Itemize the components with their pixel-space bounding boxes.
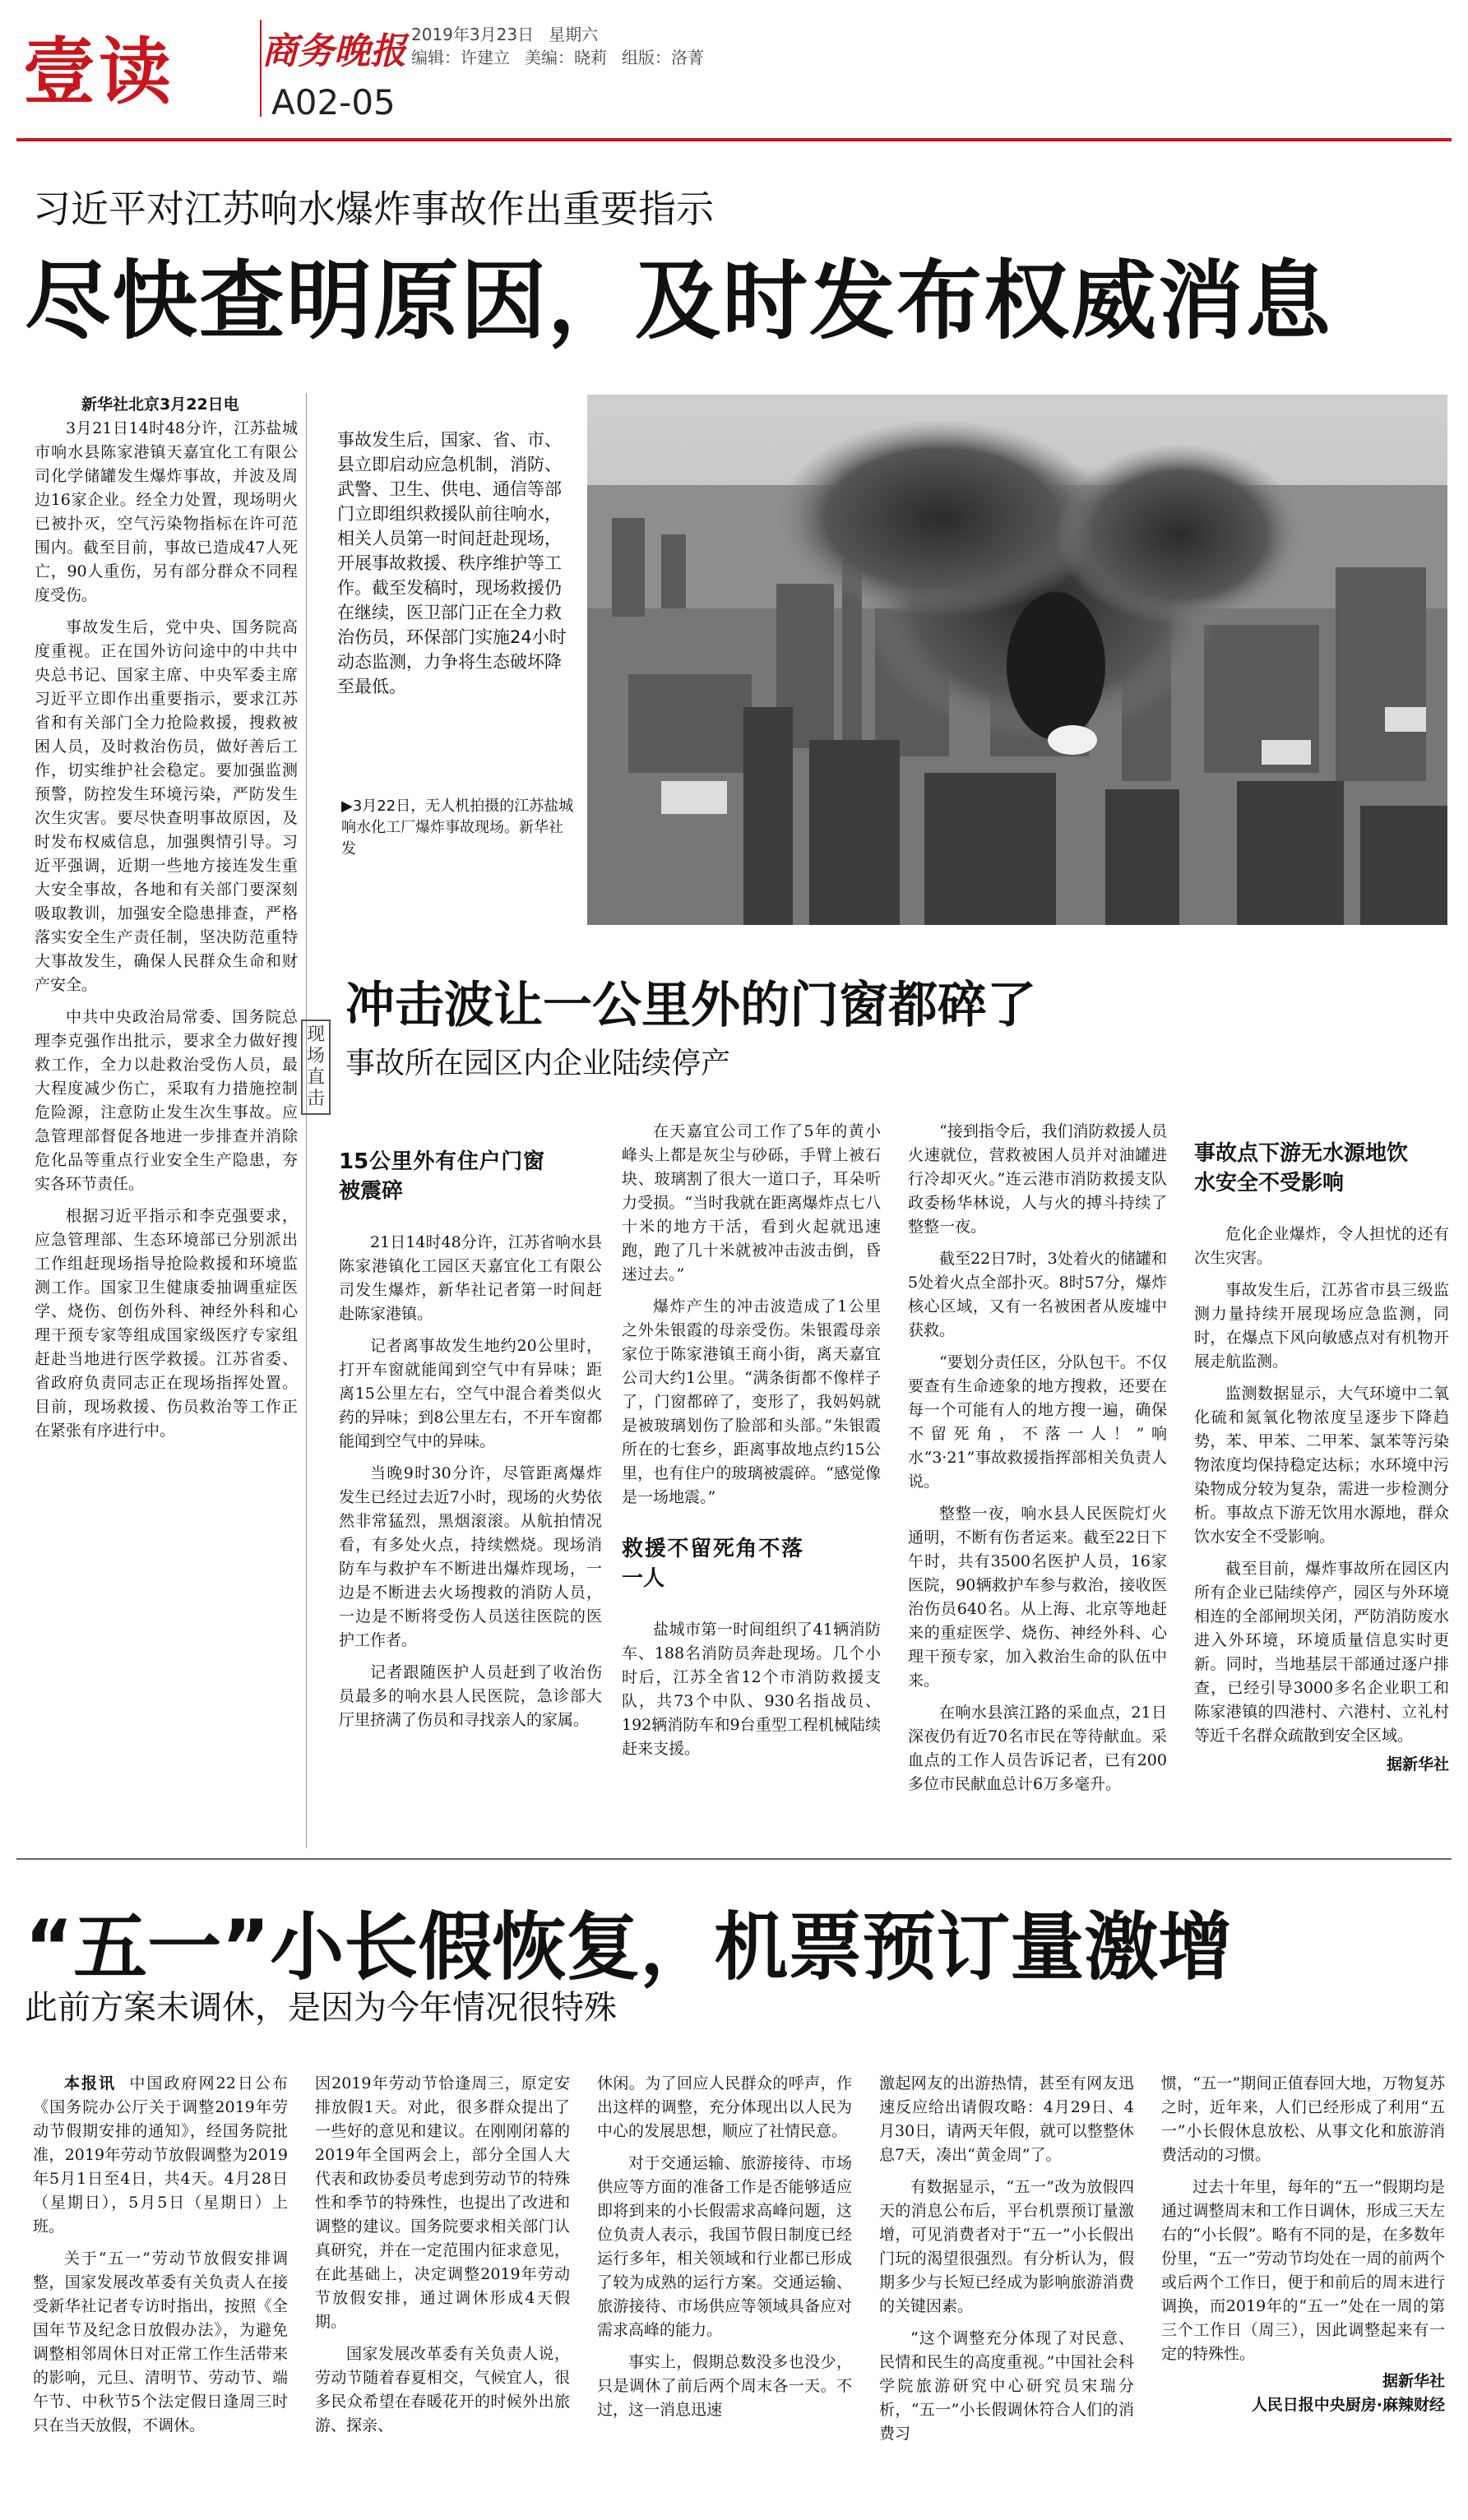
masthead-weekday: 星期六 [549, 25, 599, 44]
story2-col4 [1194, 1139, 1449, 1777]
story1-dateline: 新华社北京3月22日电 [81, 395, 239, 414]
story3-subhead: 此前方案未调休，是因为今年情况很特殊 [25, 1989, 617, 2027]
story3-para: “这个调整充分体现了对民意、民情和民生的高度重视。”中国社会科学院旅游研究中心研究员宋瑞分析，“五一”小长假调休符合人们的消费习 [879, 2329, 1134, 2443]
story1-para: 3月21日14时48分许，江苏盐城市响水县陈家港镇天嘉宜化工有限公司化学储罐发生爆炸事故，并波及周边16家企业。经全力处置，现场明火已被扑灭，空气污染物指标在许可范围内。截至目前，事故已造成47人死亡，90人重伤，另有部分群众不同程度受伤。 [35, 419, 298, 604]
story1-kicker: 习近平对江苏响水爆炸事故作出重要指示 [33, 187, 714, 231]
masthead-brand: 商务晚报 [262, 30, 406, 72]
story2-para: 记者离事故发生地约20公里时，打开车窗就能闻到空气中有异味；距离15公里左右，空气中混合着类似火药的异味；到8公里左右，不开车窗都能闻到空气中的异味。 [339, 1337, 602, 1450]
section-label: 现场直击 [301, 1020, 331, 1115]
section-rule [16, 1858, 1452, 1860]
story2-para: 在天嘉宜公司工作了5年的黄小峰头上都是灰尘与砂砾，手臂上被石块、玻璃割了很大一道口子，耳朵听力受损。“当时我就在距离爆炸点七八十米的地方干活，看到火起就迅速跑，跑了几十米就被冲击波击倒，昏迷过去。” [622, 1122, 881, 1283]
story2-subhead: 事故所在园区内企业陆续停产 [345, 1047, 731, 1080]
story2-para: 记者跟随医护人员赶到了收治伤员最多的响水县人民医院，急诊部大厅里挤满了伤员和寻找亲人的家属。 [339, 1663, 602, 1729]
story3-col2 [315, 2072, 570, 2438]
story2-para: 截至22日7时，3处着火的储罐和5处着火点全部扑灭。8时57分，爆炸核心区域，又有一名被困者从废墟中获救。 [908, 1250, 1167, 1339]
masthead-designer: 美编：晓莉 [525, 48, 607, 67]
column-separator [306, 393, 307, 1848]
photo-credit: ▶3月22日，无人机拍摄的江苏盐城响水化工厂爆炸事故现场。新华社发 [341, 798, 574, 858]
story1-para: 根据习近平指示和李克强要求，应急管理部、生态环境部已分别派出工作组赶现场指导抢险救援和环境监测工作。国家卫生健康委抽调重症医学、烧伤、创伤外科、神经外科和心理干预专家等组成国家级医疗专家组赶赴当地进行医学救援。江苏省委、省政府负责同志正在现场指挥处置。目前，现场救援、伤员救治等工作正在紧张有序进行中。 [35, 1207, 298, 1440]
story2-col1 [339, 1147, 602, 1732]
story2-col1-title: 15公里外有住户门窗被震碎 [339, 1149, 544, 1204]
story3-para: 中国政府网22日公布《国务院办公厅关于调整2019年劳动节假期安排的通知》，经国务院批准，2019年劳动节放假调整为2019年5月1日至4日，共4天。4月28日（星期日），5月5日（星期日）上班。 [33, 2074, 288, 2236]
story2-para: 监测数据显示，大气环境中二氧化硫和氮氧化物浓度呈逐步下降趋势，苯、甲苯、二甲苯、氯苯等污染物浓度均保持稳定达标；水环境中污染物成分较为复杂，需进一步检测分析。事故点下游无饮用水源地，群众饮水安全不受影响。 [1194, 1385, 1449, 1546]
masthead-info [411, 23, 719, 69]
story2-para: 截至目前，爆炸事故所在园区内所有企业已陆续停产，园区与外环境相连的全部闸坝关闭，严防消防废水进入外环境，环境质量信息实时更新。同时，当地基层干部通过逐户排查，已经引导3000多名企业职工和陈家港镇的四港村、六港村、立礼村等近千名群众疏散到安全区域。 [1194, 1560, 1449, 1745]
story1-para: 中共中央政治局常委、国务院总理李克强作出批示，要求全力做好搜救工作，全力以赴救治受伤人员，最大程度减少伤亡，采取有力措施控制危险源，注意防止发生次生事故。应急管理部督促各地进一步排查并消除危化品等重点行业安全生产隐患，夯实各环节责任。 [35, 1008, 298, 1193]
story2-col2 [622, 1120, 881, 1761]
story3-para: 激起网友的出游热情，甚至有网友迅速反应给出请假攻略：4月29日、4月30日，请两天年假，就可以整整休息7天，凑出“黄金周”了。 [879, 2074, 1134, 2164]
story3-para: 休闲。为了回应人民群众的呼声，作出这样的调整，充分体现出以人民为中心的发展思想，顺应了社情民意。 [597, 2074, 852, 2140]
story2-para: 盐城市第一时间组织了41辆消防车、188名消防员奔赴现场。几个小时后，江苏全省12个市消防救援支队，共73个中队、930名指战员、192辆消防车和9台重型工程机械陆续赶来支援。 [622, 1621, 881, 1758]
story3-source2: 人民日报中央厨房·麻辣财经 [1251, 2396, 1445, 2414]
story2-para: 爆炸产生的冲击波造成了1公里之外朱银霞的母亲受伤。朱银霞母亲家位于陈家港镇王商小街，离天嘉宜公司大约1公里。“满条街都不像样子了，门窗都碎了，变形了，我妈妈就是被玻璃划伤了脸部和头部。”朱银霞所在的七套乡，距离事故地点约15公里，也有住户的玻璃被震碎。“感觉像是一场地震。” [622, 1297, 881, 1506]
story2-col3 [908, 1120, 1167, 1796]
story2-para: “要划分责任区，分队包干。不仅要查有生命迹象的地方搜救，还要在每一个可能有人的地方搜一遍，确保不留死角，不落一人！”响水“3·21”事故救援指挥部相关负责人说。 [908, 1353, 1167, 1491]
story3-col5 [1161, 2072, 1445, 2417]
masthead-logo: 壹读 [23, 30, 175, 114]
story2-col4-title: 事故点下游无水源地饮水安全不受影响 [1194, 1141, 1409, 1195]
story3-para: 国家发展改革委有关负责人说，劳动节随着春夏相交，气候宜人，很多民众希望在春暖花开的时候外出旅游、探亲、 [315, 2345, 570, 2434]
story3-para: 有数据显示，“五一”改为放假四天的消息公布后，平台机票预订量激增，可见消费者对于“五一”小长假出门玩的渴望很强烈。有分析认为，假期多少与长短已经成为影响旅游消费的关键因素。 [879, 2178, 1134, 2315]
story2-para: 整整一夜，响水县人民医院灯火通明，不断有伤者运来。截至22日下午时，共有3500名医护人员，16家医院，90辆救护车参与救治，接收医治伤员640名。从上海、北京等地赶来的重症医学、烧伤、神经外科、心理干预专家，加入救治生命的队伍中来。 [908, 1505, 1167, 1690]
story3-col3 [597, 2072, 852, 2422]
story1-body [35, 393, 298, 1443]
story2-para: 当晚9时30分许，尽管距离爆炸发生已经过去近7小时，现场的火势依然非常猛烈，黑烟滚滚。从航拍情况看，有多处火点，持续燃烧。现场消防车与救护车不断进出爆炸现场，一边是不断进去火场搜救的消防人员，一边是不断将受伤人员送往医院的医护工作者。 [339, 1464, 602, 1649]
story3-source: 据新华社 [1382, 2372, 1445, 2390]
story3-col1 [33, 2072, 288, 2438]
story3-headline: “五一”小长假恢复，机票预订量激增 [25, 1904, 1233, 1991]
story3-para: 事实上，假期总数没多也没少，只是调休了前后两个周末各一天。不过，这一消息迅速 [597, 2353, 852, 2419]
masthead-rule [16, 138, 1452, 141]
masthead-editor: 编辑：许建立 [411, 48, 510, 67]
masthead-date: 2019年3月23日 [411, 25, 535, 44]
story3-para: 对于交通运输、旅游接待、市场供应等方面的准备工作是否能够适应即将到来的小长假需求高峰问题，这位负责人表示，我国节假日制度已经运行多年，相关领域和行业都已形成了较为成熟的运行方案。交通运输、旅游接待、市场供应等领域具备应对需求高峰的能力。 [597, 2154, 852, 2339]
story2-col2-title: 救援不留死角不落一人 [622, 1537, 803, 1591]
story3-col4 [879, 2072, 1134, 2446]
story2-headline: 冲击波让一公里外的门窗都碎了 [345, 977, 1036, 1034]
story2-para: 在响水县滨江路的采血点，21日深夜仍有近70名市民在等待献血。采血点的工作人员告诉记者，已有200多位市民献血总计6万多毫升。 [908, 1704, 1167, 1793]
masthead-page-number: A02-05 [271, 82, 396, 123]
story3-byline: 本报讯 [64, 2074, 117, 2092]
story2-para: 事故发生后，江苏省市县三级监测力量持续开展现场应急监测，同时，在爆点下风向敏感点对有机物开展走航监测。 [1194, 1281, 1449, 1371]
story1-headline: 尽快查明原因，及时发布权威消息 [25, 251, 1333, 351]
masthead-proof: 组版：洛菁 [622, 48, 704, 67]
story2-para: 危化企业爆炸，令人担忧的还有次生灾害。 [1194, 1225, 1449, 1267]
story1-para: 事故发生后，党中央、国务院高度重视。正在国外访问途中的中共中央总书记、国家主席、中央军委主席习近平立即作出重要指示，要求江苏省和有关部门全力抢险救援，搜救被困人员，及时救治伤员，做好善后工作，切实维护社会稳定。要加强监测预警，防控发生环境污染，严防发生次生灾害。要尽快查明事故原因，及时发布权威信息，加强舆情引导。习近平强调，近期一些地方接连发生重大安全事故，各地和有关部门要深刻吸取教训，加强安全隐患排查，严格落实安全生产责任制，坚决防范重特大事故发生，确保人民群众生命和财产安全。 [35, 618, 298, 994]
story3-para: 惯，“五一”期间正值春回大地，万物复苏之时，近年来，人们已经形成了利用“五一”小长假休息放松、从事文化和旅游消费活动的习惯。 [1161, 2074, 1445, 2164]
photo-caption: 事故发生后，国家、省、市、县立即启动应急机制，消防、武警、卫生、供电、通信等部门立即组织救援队前往响水，相关人员第一时间赶赴现场，开展事故救援、秩序维护等工作。截至发稿时，现场救援仍在继续，医卫部门正在全力救治伤员，环保部门实施24小时动态监测，力争将生态破坏降至最低。 [337, 430, 567, 696]
story2-para: 21日14时48分许，江苏省响水县陈家港镇化工园区天嘉宜化工有限公司发生爆炸，新华社记者第一时间赶赴陈家港镇。 [339, 1233, 602, 1323]
story3-para: 关于“五一”劳动节放假安排调整，国家发展改革委有关负责人在接受新华社记者专访时指出，按照《全国年节及纪念日放假办法》，为避免调整相邻周休日对正常工作生活带来的影响，元旦、清明节、劳动节、端午节、中秋节5个法定假日逢周三时只在当天放假，不调休。 [33, 2250, 288, 2434]
story2-source: 据新华社 [1386, 1755, 1449, 1773]
story3-para: 过去十年里，每年的“五一”假期均是通过调整周末和工作日调休，形成三天左右的“小长假”。略有不同的是，在多数年份里，“五一”劳动节均处在一周的前两个或后两个工作日，便于和前后的周末进行调换，而2019年的“五一”处在一周的第三个工作日（周三），因此调整起来有一定的特殊性。 [1161, 2178, 1445, 2363]
story2-para: “接到指令后，我们消防救援人员火速就位，营救被困人员并对油罐进行冷却灭火。”连云港市消防救援支队政委杨华林说，人与火的搏斗持续了整整一夜。 [908, 1122, 1167, 1236]
story3-para: 因2019年劳动节恰逢周三，原定安排放假1天。对此，很多群众提出了一些好的意见和建议。在刚刚闭幕的2019年全国两会上，部分全国人大代表和政协委员考虑到劳动节的特殊性和季节的特殊性，也提出了改进和调整的建议。国务院要求相关部门认真研究，并在一定范围内征求意见，在此基础上，决定调整2019年劳动节放假安排，通过调休形成4天假期。 [315, 2074, 570, 2331]
